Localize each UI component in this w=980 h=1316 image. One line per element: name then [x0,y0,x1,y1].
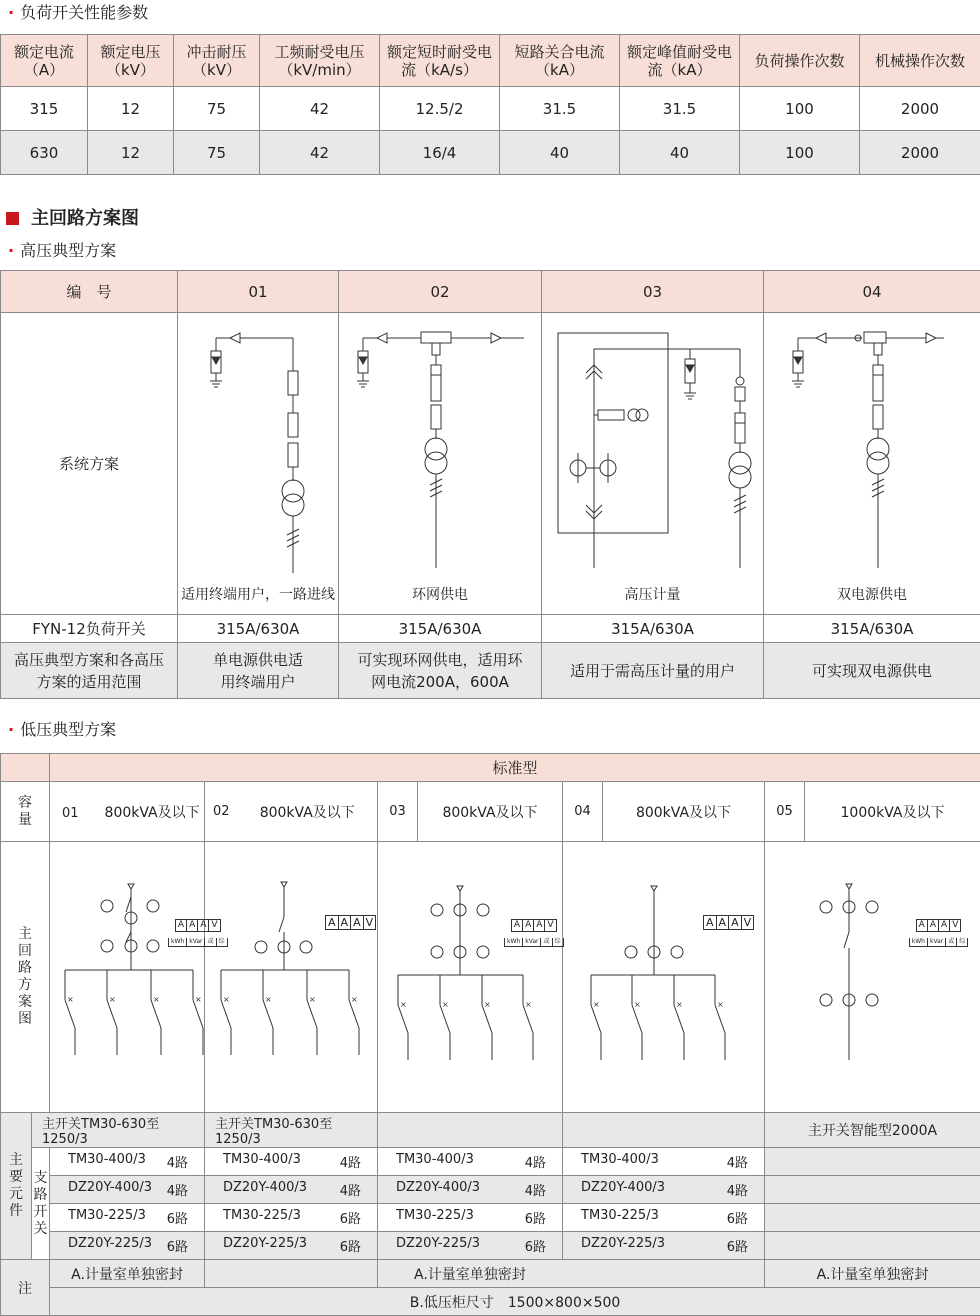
switch-value: 315A/630A [542,615,764,643]
scheme-03-diagram [542,313,764,583]
scheme-caption: 双电源供电 [764,584,980,606]
perf-header-cell: 额定电压（kV） [88,35,174,87]
svg-text:×: × [484,1000,491,1009]
switch-value: 315A/630A [178,615,339,643]
components-label: 主要元件 [1,1113,32,1260]
meter-box: A A A V [703,915,754,930]
standard-label: 标准型 [50,754,980,782]
capacity-label: 容量 [1,782,50,842]
branch-switch-symbol [482,975,492,1060]
lv-04-diagram [563,842,765,1112]
meter-box: A A A V kWh kVar 或 综 [897,916,980,947]
perf-header-cell: 负荷操作次数 [740,35,860,87]
hv-header-label: 编 号 [1,271,178,313]
table-row [1,131,980,175]
lv-circuit-row [1,842,980,1113]
main-switch: 主开关TM30-630至1250/3 [32,1113,205,1148]
branch-row: TM30-225/3 6路 TM30-225/3 6路 TM30-225/3 6路 TM30-225/3 6路 [1,1204,980,1232]
perf-cell: 12.5/2 [380,87,500,131]
svg-text:×: × [109,995,116,1004]
section-perf-title: · 负荷开关性能参数 [8,0,148,23]
perf-cell: 31.5 [620,87,740,131]
scheme-no: 05 [765,782,805,842]
lv-capacity-row [1,782,980,842]
perf-cell: 12 [88,87,174,131]
svg-text:×: × [525,1000,532,1009]
scheme-caption: 高压计量 [542,584,763,606]
section-main-circuit-title: 主回路方案图 [6,204,139,230]
branch-switch-symbol [591,975,601,1060]
meter-box: A A A V kWh kVar 或 综 [168,916,228,947]
branch-switch-symbol [349,970,359,1055]
meter-box: A A A V [325,915,376,930]
main-switch: 主开关TM30-630至1250/3 [205,1113,378,1148]
svg-text:×: × [442,1000,449,1009]
scheme-04-diagram [764,313,980,583]
branch-row: DZ20Y-225/3 6路 DZ20Y-225/3 6路 DZ20Y-225/3 6路 DZ20Y-225/3 6路 [1,1232,980,1260]
branch-switch-symbol [440,975,450,1060]
note-b: B.低压柜尺寸 1500×800×500 [50,1288,980,1316]
main-switch [563,1113,765,1148]
svg-text:×: × [265,995,272,1004]
scheme-no: 02 [205,782,238,842]
hv-scope-row [1,643,980,699]
scheme-capacity: 800kVA及以下 [603,782,765,842]
table-row [1,87,980,131]
lv-scheme-02 [205,842,378,1113]
branch-switch-symbol [107,970,117,1055]
lv-scheme-03 [378,842,563,1113]
switch-label: FYN-12负荷开关 [1,615,178,643]
perf-header-row [1,35,980,87]
scope-value: 可实现双电源供电 [764,643,980,699]
hv-title: · 高压典型方案 [8,238,116,261]
hv-header-row [1,271,980,313]
scope-value: 可实现环网供电，适用环网电流200A，600A [339,643,542,699]
perf-header-cell: 额定短时耐受电流（kA/s） [380,35,500,87]
svg-text:×: × [223,995,230,1004]
scheme-caption: 环网供电 [339,584,541,606]
branch-label: 支路开关 [32,1148,50,1260]
scheme-01-diagram [178,313,338,583]
svg-text:×: × [153,995,160,1004]
lv-scheme-01 [50,842,205,1113]
svg-text:×: × [676,1000,683,1009]
branch-switch-symbol [674,975,684,1060]
perf-cell: 630 [1,131,88,175]
lv-scheme-04 [563,842,765,1113]
perf-header-cell: 机械操作次数 [860,35,980,87]
note-label: 注 [1,1260,50,1316]
hv-scheme-04 [764,313,980,615]
scheme-no: 03 [378,782,418,842]
scope-value: 单电源供电适用终端用户 [178,643,339,699]
perf-cell: 42 [260,131,380,175]
scheme-no: 01 [62,806,79,821]
hv-scheme-02 [339,313,542,615]
branch-switch-symbol [523,975,533,1060]
note-a: A.计量室单独密封 [765,1260,980,1288]
svg-text:×: × [400,1000,407,1009]
perf-cell: 40 [620,131,740,175]
scheme-capacity: 800kVA及以下 [238,782,378,842]
scope-label: 高压典型方案和各高压方案的适用范围 [1,643,178,699]
perf-header-cell: 冲击耐压（kV） [174,35,260,87]
svg-text:×: × [309,995,316,1004]
scheme-no: 04 [563,782,603,842]
circuit-label: 主回路方案图 [1,842,50,1113]
hv-table [0,270,980,699]
svg-text:×: × [67,995,74,1004]
svg-text:×: × [717,1000,724,1009]
switch-value: 315A/630A [764,615,980,643]
lv-02-diagram [205,842,378,1112]
branch-row: DZ20Y-400/3 4路 DZ20Y-400/3 4路 DZ20Y-400/3 4路 DZ20Y-400/3 4路 [1,1176,980,1204]
perf-header-cell: 工频耐受电压（kV/min） [260,35,380,87]
svg-text:×: × [593,1000,600,1009]
lv-03-diagram [378,842,563,1112]
svg-text:×: × [195,995,202,1004]
perf-cell: 31.5 [500,87,620,131]
hv-id: 02 [339,271,542,313]
hv-diagram-row [1,313,980,615]
scheme-02-diagram [339,313,542,583]
perf-header-cell: 额定电流（A） [1,35,88,87]
branch-switch-symbol [632,975,642,1060]
perf-cell: 315 [1,87,88,131]
perf-cell: 2000 [860,87,980,131]
lv-05-diagram [765,842,980,1112]
branch-switch-symbol [263,970,273,1055]
perf-cell: 42 [260,87,380,131]
perf-cell: 100 [740,87,860,131]
perf-cell: 12 [88,131,174,175]
branch-switch-symbol [715,975,725,1060]
perf-header-cell: 额定峰值耐受电流（kA） [620,35,740,87]
perf-cell: 100 [740,131,860,175]
perf-cell: 40 [500,131,620,175]
branch-switch-symbol [65,970,75,1055]
hv-scheme-01 [178,313,339,615]
svg-text:×: × [634,1000,641,1009]
perf-table [0,34,980,175]
scope-value: 适用于需高压计量的用户 [542,643,764,699]
lv-title: · 低压典型方案 [8,717,116,740]
perf-cell: 75 [174,87,260,131]
main-switch: 主开关智能型2000A [765,1113,980,1148]
note-row-b [1,1288,980,1316]
lv-scheme-05 [765,842,980,1113]
switch-value: 315A/630A [339,615,542,643]
branch-switch-symbol [221,970,231,1055]
perf-header-cell: 短路关合电流（kA） [500,35,620,87]
meter-box: A A A V kWh kVar 或 综 [504,916,564,947]
hv-id: 04 [764,271,980,313]
branch-switch-symbol [398,975,408,1060]
lv-01-diagram [50,842,205,1112]
scheme-capacity: 800kVA及以下 [418,782,563,842]
hv-scheme-03 [542,313,764,615]
scheme-capacity: 1000kVA及以下 [805,782,980,842]
system-label: 系统方案 [1,313,178,615]
note-row-a [1,1260,980,1288]
perf-cell: 75 [174,131,260,175]
hv-id: 03 [542,271,764,313]
branch-row: 支路开关 TM30-400/3 4路 TM30-400/3 4路 TM30-400/3 4路 TM30-400/3 4路 [1,1148,980,1176]
svg-text:×: × [351,995,358,1004]
note-a: A.计量室单独密封 [378,1260,765,1288]
lv-standard-row [1,754,980,782]
scheme-capacity: 800kVA及以下 [105,805,200,821]
branch-switch-symbol [193,970,203,1055]
lv-table [0,753,980,1316]
perf-cell: 2000 [860,131,980,175]
branch-switch-symbol [151,970,161,1055]
main-switch-row [1,1113,980,1148]
branch-switch-symbol [307,970,317,1055]
hv-id: 01 [178,271,339,313]
main-switch [378,1113,563,1148]
note-a: A.计量室单独密封 [50,1260,205,1288]
hv-switch-row [1,615,980,643]
perf-cell: 16/4 [380,131,500,175]
scheme-caption: 适用终端用户，一路进线 [178,584,338,606]
